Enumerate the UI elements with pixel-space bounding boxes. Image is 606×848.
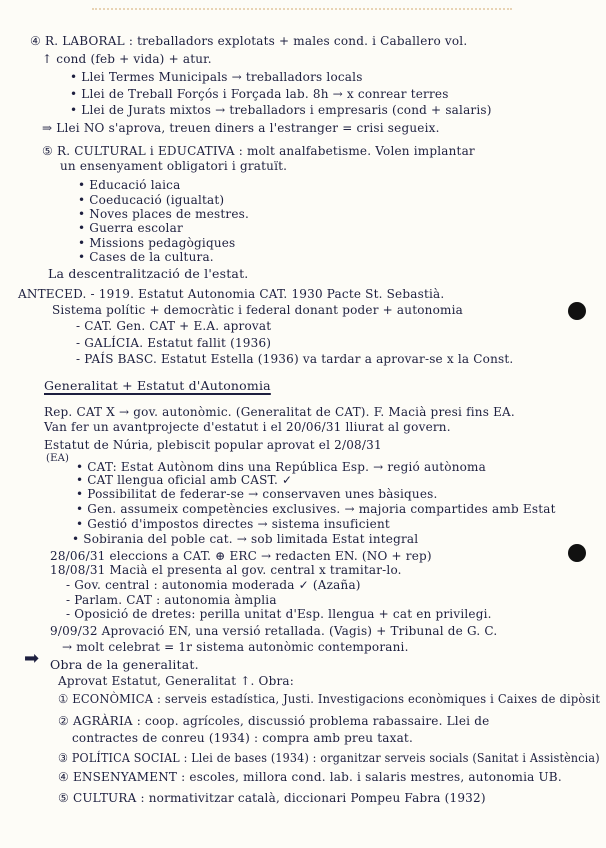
- note-line: ANTECED. - 1919. Estatut Autonomia CAT. 1930 Pacte St. Sebastià.: [18, 287, 445, 301]
- note-line: Aprovat Estatut, Generalitat ↑. Obra:: [58, 674, 295, 688]
- top-stain: [92, 8, 512, 20]
- note-line: • Missions pedagògiques: [78, 236, 236, 250]
- note-line: contractes de conreu (1934) : compra amb preu taxat.: [72, 731, 413, 745]
- note-line: ↑ cond (feb + vida) + atur.: [42, 52, 212, 66]
- note-line: • Coeducació (igualtat): [78, 193, 225, 207]
- note-line: - CAT. Gen. CAT + E.A. aprovat: [76, 319, 272, 333]
- note-line: un ensenyament obligatori i gratuït.: [60, 159, 288, 173]
- note-line: • Llei de Jurats mixtos → treballadors i empresaris (cond + salaris): [70, 103, 492, 117]
- note-line: ④ ENSENYAMENT : escoles, millora cond. lab. i salaris mestres, autonomia UB.: [58, 770, 562, 784]
- note-line: Sistema polític + democràtic i federal donant poder + autonomia: [52, 303, 463, 317]
- note-line: (EA): [46, 453, 70, 464]
- note-line: • Llei de Treball Forçós i Forçada lab. 8h → x conrear terres: [70, 87, 449, 101]
- note-line: - Gov. central : autonomia moderada ✓ (Azaña): [66, 578, 361, 592]
- note-line: 9/09/32 Aprovació EN, una versió retallada. (Vagis) + Tribunal de G. C.: [50, 624, 498, 638]
- note-line: • CAT llengua oficial amb CAST. ✓: [76, 473, 293, 487]
- note-line: ④ R. LABORAL : treballadors explotats + males cond. i Caballero vol.: [30, 34, 468, 48]
- note-line: ③ POLÍTICA SOCIAL : Llei de bases (1934) : organitzar serveis socials (Sanitat i Assistència): [58, 751, 600, 765]
- note-line: ② AGRÀRIA : coop. agrícoles, discussió problema rabassaire. Llei de: [58, 714, 490, 728]
- note-line: Van fer un avantprojecte d'estatut i el 20/06/31 lliurat al govern.: [44, 420, 451, 434]
- note-line: Rep. CAT X → gov. autonòmic. (Generalitat de CAT). F. Macià presi fins EA.: [44, 405, 515, 419]
- note-line: • Educació laica: [78, 178, 181, 192]
- note-line: 28/06/31 eleccions a CAT. ⊕ ERC → redacten EN. (NO + rep): [50, 549, 432, 563]
- note-line: • Possibilitat de federar-se → conservaven unes bàsiques.: [76, 487, 438, 501]
- note-line: Estatut de Núria, plebiscit popular aprovat el 2/08/31: [44, 438, 382, 452]
- note-line: • Sobirania del poble cat. → sob limitada Estat integral: [72, 532, 419, 546]
- note-line: ① ECONÒMICA : serveis estadística, Justi. Investigacions econòmiques i Caixes de dipòsit: [58, 692, 601, 706]
- note-line: ⑤ CULTURA : normativitzar català, diccionari Pompeu Fabra (1932): [58, 791, 486, 805]
- punch-hole-icon: [568, 302, 586, 320]
- note-line: Obra de la generalitat.: [50, 657, 199, 672]
- note-line: 18/08/31 Macià el presenta al gov. central x tramitar-lo.: [50, 563, 402, 577]
- note-line: • Llei Termes Municipals → treballadors locals: [70, 70, 363, 84]
- note-line: • Gestió d'impostos directes → sistema insuficient: [76, 517, 390, 531]
- note-line: - PAÍS BASC. Estatut Estella (1936) va tardar a aprovar-se x la Const.: [76, 352, 514, 366]
- punch-hole-icon: [568, 544, 586, 562]
- note-line: • Guerra escolar: [78, 221, 183, 235]
- note-line: Generalitat + Estatut d'Autonomia: [44, 378, 271, 393]
- margin-arrow-icon: ➡: [24, 648, 40, 669]
- note-line: - GALÍCIA. Estatut fallit (1936): [76, 336, 272, 350]
- note-line: ⇒ Llei NO s'aprova, treuen diners a l'estranger = crisi segueix.: [42, 121, 440, 135]
- note-line: • Cases de la cultura.: [78, 250, 214, 264]
- note-line: - Parlam. CAT : autonomia àmplia: [66, 593, 277, 607]
- note-line: • Gen. assumeix competències exclusives. → majoria compartides amb Estat: [76, 502, 556, 516]
- note-line: • CAT: Estat Autònom dins una República Esp. → regió autònoma: [76, 460, 486, 474]
- note-line: - Oposició de dretes: perilla unitat d'Esp. llengua + cat en privilegi.: [66, 607, 492, 621]
- note-line: • Noves places de mestres.: [78, 207, 250, 221]
- note-line: La descentralització de l'estat.: [48, 266, 249, 281]
- note-line: ⑤ R. CULTURAL i EDUCATIVA : molt analfabetisme. Volen implantar: [42, 144, 475, 158]
- note-line: → molt celebrat = 1r sistema autonòmic contemporani.: [62, 640, 409, 654]
